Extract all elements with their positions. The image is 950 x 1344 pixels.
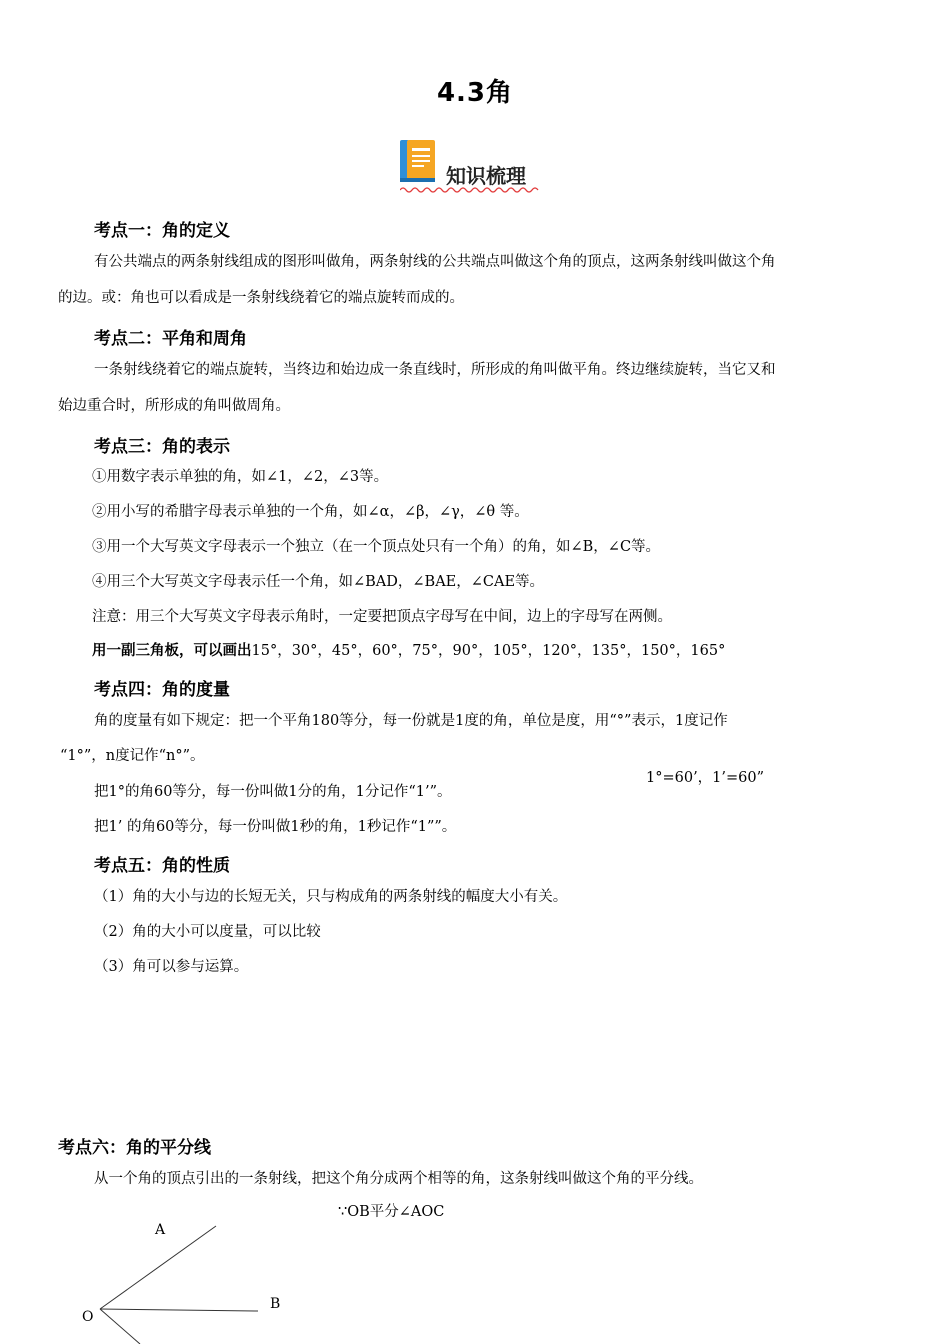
label-a: A [155,1222,166,1238]
property-item-3: （3）角可以参与运算。 [94,959,249,975]
ray-oa [100,1226,216,1309]
label-b: B [270,1296,281,1312]
triangle-ruler-angles: 15°，30°，45°，60°，75°，90°，105°，120°，135°，150°，165° [251,643,726,659]
heading-angle-measure: 考点四：角的度量 [94,680,230,700]
triangle-ruler-bold: 用一副三角板，可以画出 [92,643,252,659]
notation-item-2: ②用小写的希腊字母表示单独的一个角，如∠α，∠β，∠γ，∠θ 等。 [92,504,529,520]
heading-angle-properties: 考点五：角的性质 [94,856,230,876]
page-title: 4.3角 [436,78,514,108]
straight-angle-line-1: 一条射线绕着它的端点旋转，当终边和始边成一条直线时，所形成的角叫做平角。终边继续旋转，当它又和 [94,362,776,378]
banner-title: 知识梳理 [446,164,526,188]
heading-angle-notation: 考点三：角的表示 [94,437,230,457]
ray-oc [100,1309,140,1344]
property-item-2: （2）角的大小可以度量，可以比较 [94,924,321,940]
notation-item-4: ④用三个大写英文字母表示任一个角，如∠BAD，∠BAE，∠CAE等。 [92,574,545,590]
heading-angle-bisector: 考点六：角的平分线 [58,1138,211,1158]
ray-ob [100,1309,258,1311]
unit-conversion-note: 1°=60’，1’=60” [646,770,765,786]
measure-line-4: 把1’ 的角60等分，每一份叫做1秒的角，1秒记作“1””。 [94,819,457,835]
heading-straight-full-angle: 考点二：平角和周角 [94,329,247,349]
notation-item-3: ③用一个大写英文字母表示一个独立（在一个顶点处只有一个角）的角，如∠B，∠C等。 [92,539,661,555]
measure-line-1: 角的度量有如下规定：把一个平角180等分，每一份就是1度的角，单位是度，用“°”表示，1度记作 [94,713,728,729]
property-item-1: （1）角的大小与边的长短无关，只与构成角的两条射线的幅度大小有关。 [94,889,568,905]
bisector-definition: 从一个角的顶点引出的一条射线，把这个角分成两个相等的角，这条射线叫做这个角的平分线。 [94,1171,703,1187]
definition-line-2: 的边。或：角也可以看成是一条射线绕着它的端点旋转而成的。 [58,290,464,306]
measure-line-2: “1°”，n度记作“n°”。 [60,748,205,764]
label-o: O [82,1309,94,1325]
definition-line-1: 有公共端点的两条射线组成的图形叫做角，两条射线的公共端点叫做这个角的顶点，这两条射线叫做这个角 [94,254,776,270]
measure-line-3: 把1°的角60等分，每一份叫做1分的角，1分记作“1’”。 [94,784,452,800]
notation-item-1: ①用数字表示单独的角，如∠1，∠2，∠3等。 [92,469,389,485]
straight-angle-line-2: 始边重合时，所形成的角叫做周角。 [58,398,290,414]
bisector-statement: ∵OB平分∠AOC [338,1204,445,1220]
heading-definition: 考点一：角的定义 [94,221,230,241]
notation-note: 注意：用三个大写英文字母表示角时，一定要把顶点字母写在中间，边上的字母写在两侧。 [92,609,672,625]
